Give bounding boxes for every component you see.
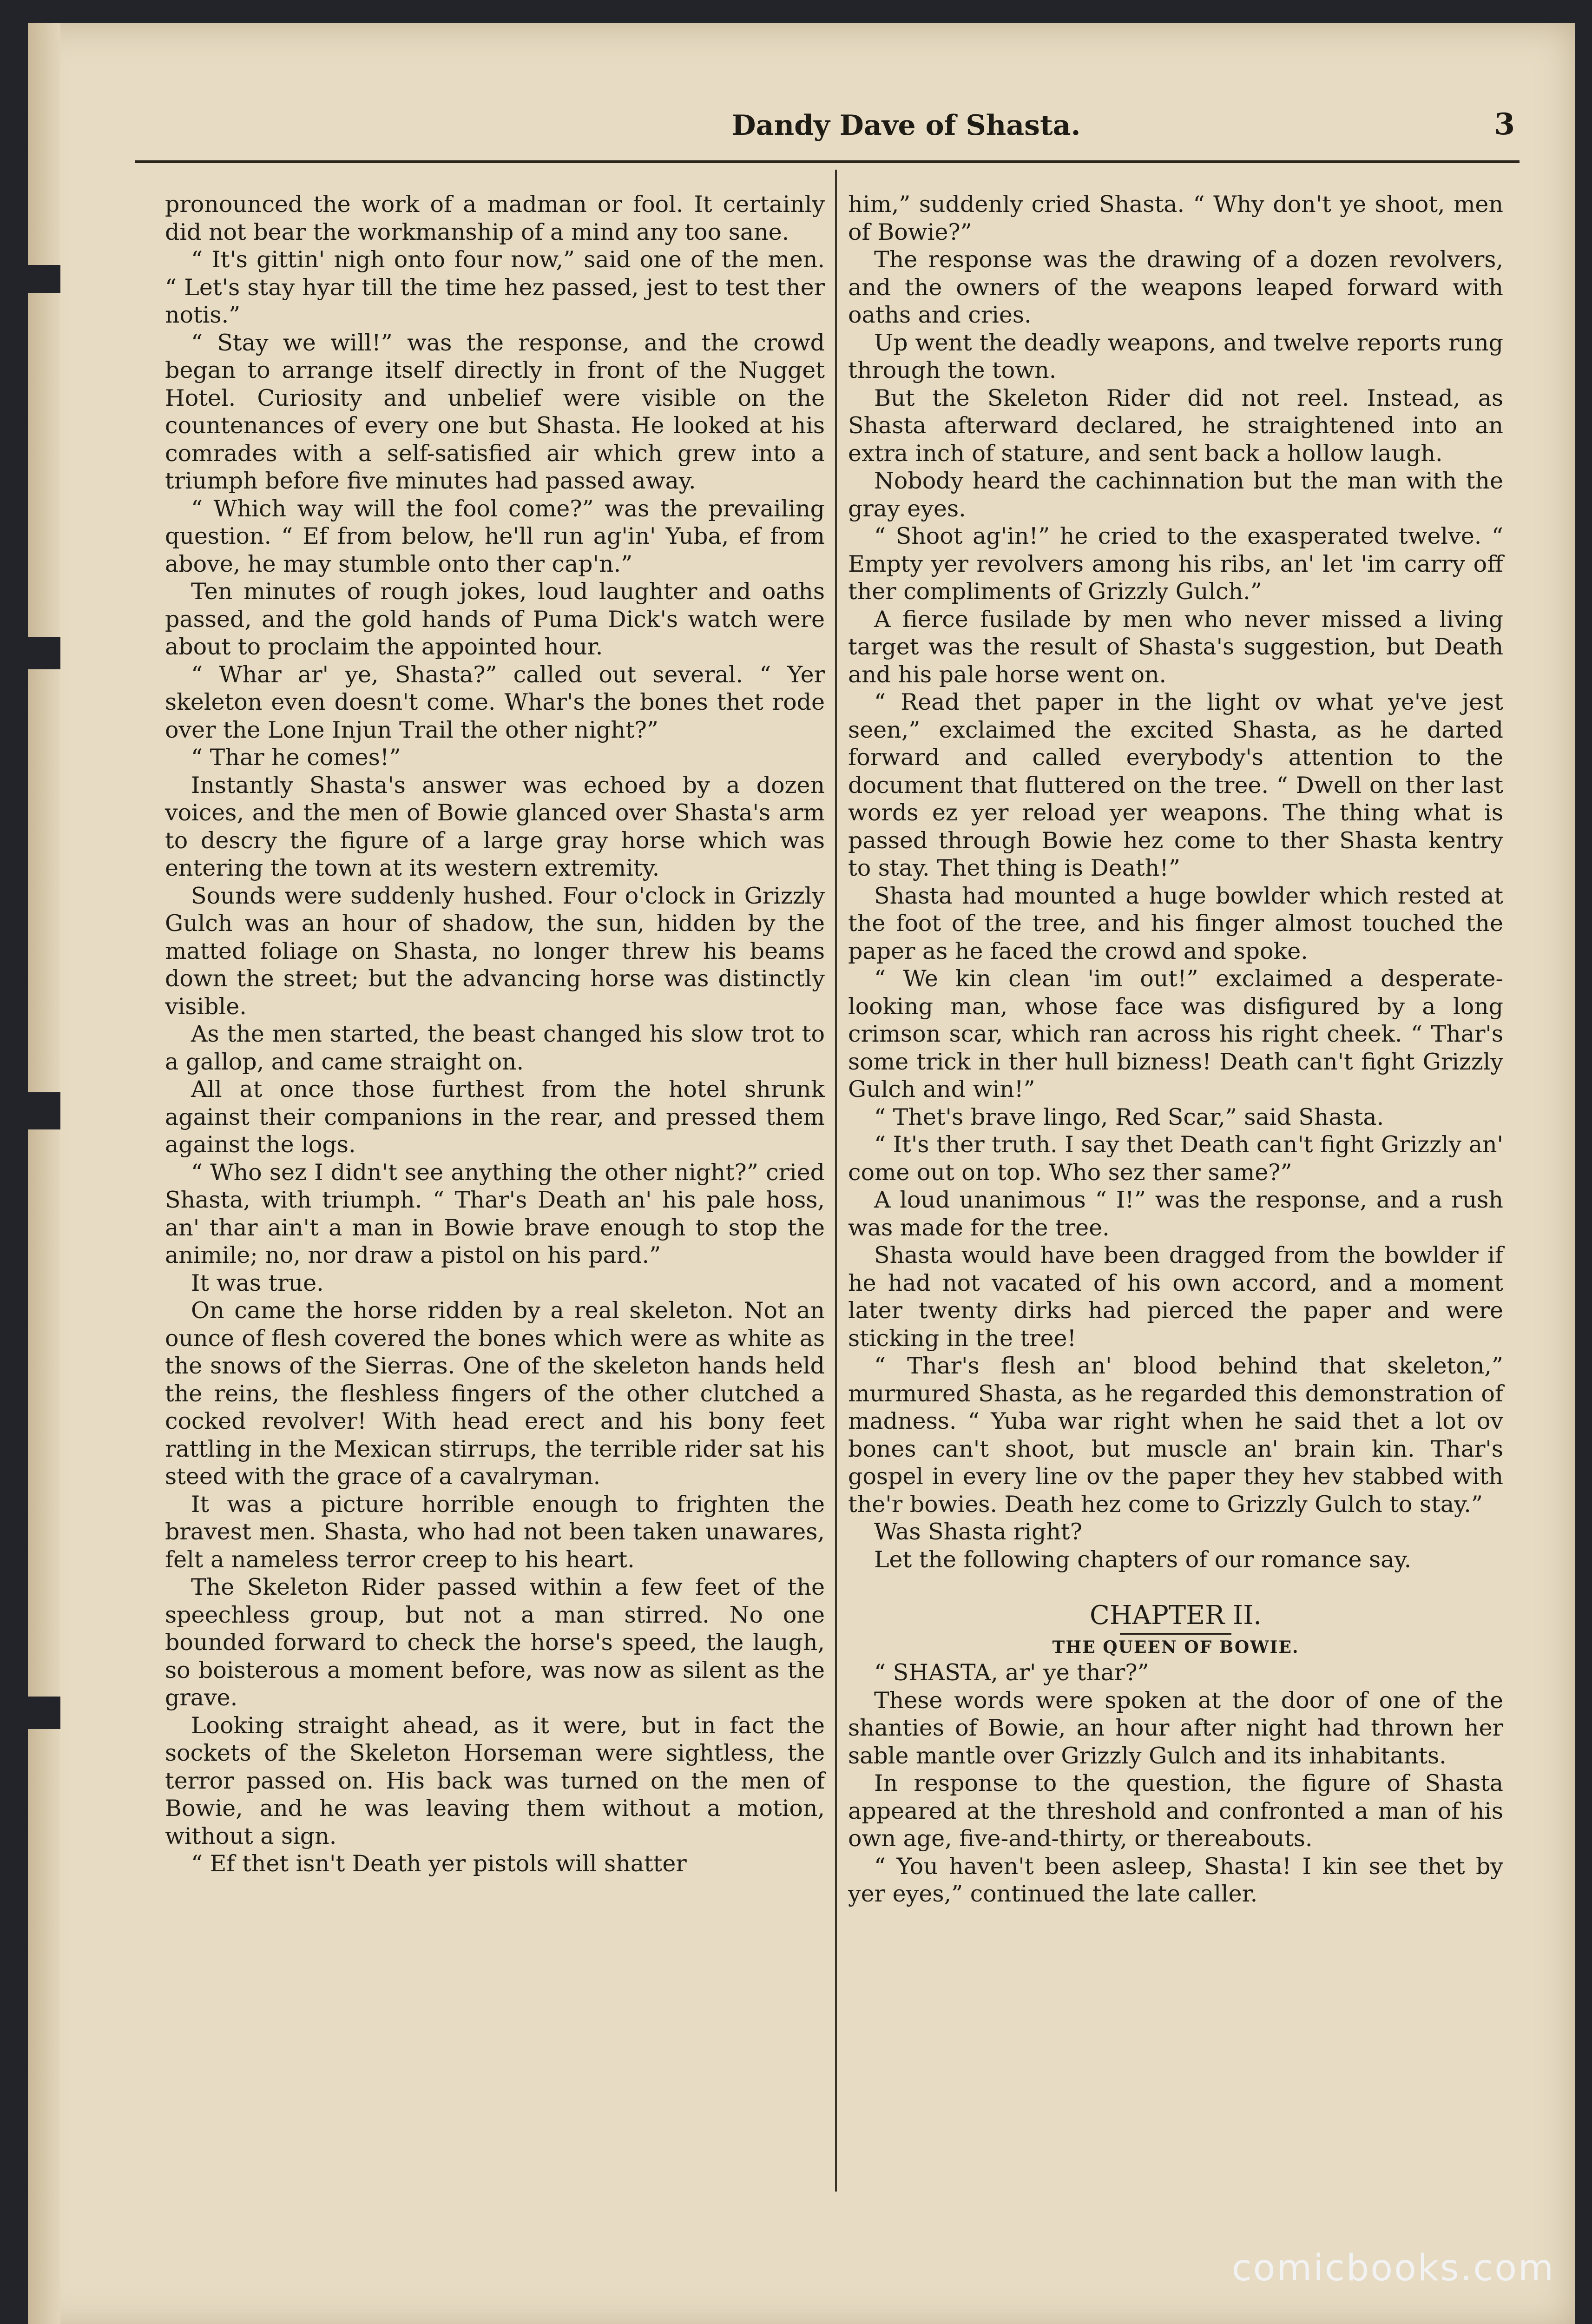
paragraph: It was a picture horrible enough to frighten the bravest men. Shasta, who had not been taken unawares, felt a nameless terror creep to his heart. <box>165 1491 825 1573</box>
paragraph: On came the horse ridden by a real skeleton. Not an ounce of flesh covered the bones which were as white as the snows of the Sierras. One of the skeleton hands held the reins, the fleshless fingers of the other clutched a cocked revolver! With head erect and his bony feet rattling in the Mexican stirrups, the terrible rider sat his steed with the grace of a cavalryman. <box>165 1297 825 1490</box>
paragraph: In response to the question, the figure of Shasta appeared at the threshold and confronted a man of his own age, five-and-thirty, or thereabouts. <box>848 1770 1503 1852</box>
running-title: Dandy Dave of Shasta. <box>731 109 1081 142</box>
paragraph: These words were spoken at the door of one of the shanties of Bowie, an hour after night had thrown her sable mantle over Grizzly Gulch and its inhabitants. <box>848 1687 1503 1769</box>
paragraph: pronounced the work of a madman or fool. It certainly did not bear the workmanship of a mind any too sane. <box>165 191 825 245</box>
page-tear <box>28 1092 60 1129</box>
paragraph: Ten minutes of rough jokes, loud laughter and oaths passed, and the gold hands of Puma Dick's watch were about to proclaim the appointed hour. <box>165 578 825 660</box>
paragraph: “ Thet's brave lingo, Red Scar,” said Shasta. <box>874 1103 1384 1130</box>
paragraph: “ Thar's flesh an' blood behind that skeleton,” murmured Shasta, as he regarded this demonstration of madness. “ Yuba war right when he said thet a lot ov bones can't shoot, but muscle an' brain kin. Thar's gospel in every line ov the paper they hev stabbed with the'r bowies. Death hez come to Grizzly Gulch to stay.” <box>848 1353 1503 1518</box>
paragraph: “ Stay we will!” was the response, and the crowd began to arrange itself directly in front of the Nugget Hotel. Curiosity and unbelief were visible on the countenances of every one but Shasta. He looked at his comrades with a self-satisfied air which grew into a triumph before five minutes had passed away. <box>165 329 825 494</box>
paragraph: But the Skeleton Rider did not reel. Instead, as Shasta afterward declared, he straightened into an extra inch of stature, and sent back a hollow laugh. <box>848 384 1503 467</box>
chapter-text <box>848 1659 1503 1908</box>
running-header <box>135 91 1520 151</box>
paragraph: “ It's ther truth. I say thet Death can't fight Grizzly an' come out on top. Who sez ther same?” <box>848 1131 1503 1186</box>
watermark: comicbooks.com <box>1231 2247 1555 2289</box>
paragraph: A loud unanimous “ I!” was the response, and a rush was made for the tree. <box>848 1187 1503 1241</box>
paragraph: The response was the drawing of a dozen revolvers, and the owners of the weapons leaped forward with oaths and cries. <box>848 246 1503 328</box>
paragraph: “ It's gittin' nigh onto four now,” said one of the men. “ Let's stay hyar till the time hez passed, jest to test ther notis.” <box>165 246 825 328</box>
page-tear <box>28 265 60 293</box>
paragraph: Looking straight ahead, as it were, but in fact the sockets of the Skeleton Horseman were sightless, the terror passed on. His back was turned on the men of Bowie, and he was leaving them without a motion, without a sign. <box>165 1712 825 1849</box>
paragraph: “ We kin clean 'im out!” exclaimed a desperate-looking man, whose face was disfigured by a long crimson scar, which ran across his right cheek. “ Thar's some trick in ther hull bizness! Death can't fight Grizzly Gulch and win!” <box>848 965 1503 1103</box>
paragraph: Up went the deadly weapons, and twelve reports rung through the town. <box>848 329 1503 383</box>
paragraph: “ Which way will the fool come?” was the prevailing question. “ Ef from below, he'll run ag'in' Yuba, ef from above, he may stumble onto ther cap'n.” <box>165 495 825 577</box>
paragraph: “ SHASTA, ar' ye thar?” <box>874 1659 1149 1686</box>
page-binding-edge <box>28 23 60 2324</box>
page-number: 3 <box>1494 107 1515 142</box>
paragraph: Let the following chapters of our romance say. <box>874 1546 1412 1573</box>
paragraph: “ You haven't been asleep, Shasta! I kin see thet by yer eyes,” continued the late caller. <box>848 1853 1503 1907</box>
paragraph: “ Thar he comes!” <box>191 744 401 771</box>
paragraph: The Skeleton Rider passed within a few feet of the speechless group, but not a man stirred. No one bounded forward to check the horse's speed, the laugh, so boisterous a moment before, was now as silent as the grave. <box>165 1574 825 1711</box>
paragraph: As the men started, the beast changed his slow trot to a gallop, and came straight on. <box>165 1021 825 1075</box>
paragraph: All at once those furthest from the hotel shrunk against their companions in the rear, and pressed them against the logs. <box>165 1076 825 1158</box>
paragraph: Nobody heard the cachinnation but the man with the gray eyes. <box>848 468 1503 522</box>
paragraph: “ Read thet paper in the light ov what ye've jest seen,” exclaimed the excited Shasta, as he darted forward and called everybody's attention to the document that fluttered on the tree. “ Dwell on ther last words ez yer reload yer weapons. The thing what is passed through Bowie hez come to ther Shasta kentry to stay. Thet thing is Death!” <box>848 689 1503 881</box>
paragraph: Sounds were suddenly hushed. Four o'clock in Grizzly Gulch was an hour of shadow, the sun, hidden by the matted foliage on Shasta, no longer threw his beams down the street; but the advancing horse was distinctly visible. <box>165 882 825 1020</box>
paragraph: Instantly Shasta's answer was echoed by a dozen voices, and the men of Bowie glanced over Shasta's arm to descry the figure of a large gray horse which was entering the town at its western extremity. <box>165 772 825 881</box>
paragraph: Was Shasta right? <box>874 1519 1082 1545</box>
paragraph: “ Ef thet isn't Death yer pistols will shatter <box>191 1850 687 1877</box>
column-divider <box>835 170 837 2192</box>
left-column <box>165 191 825 1878</box>
paragraph: Shasta had mounted a huge bowlder which rested at the foot of the tree, and his finger almost touched the paper as he faced the crowd and spoke. <box>848 882 1503 964</box>
header-rule <box>135 160 1520 163</box>
paragraph: Shasta would have been dragged from the bowlder if he had not vacated of his own accord, and a moment later twenty dirks had pierced the paper and were sticking in the tree! <box>848 1242 1503 1352</box>
right-column <box>848 191 1503 1908</box>
paragraph: A fierce fusilade by men who never missed a living target was the result of Shasta's suggestion, but Death and his pale horse went on. <box>848 606 1503 688</box>
right-column-text <box>848 191 1503 1573</box>
chapter-heading: CHAPTER II. <box>1089 1600 1262 1631</box>
page-tear <box>28 1697 60 1729</box>
page-tear <box>28 637 60 669</box>
chapter-subtitle: THE QUEEN OF BOWIE. <box>1052 1637 1299 1657</box>
chapter-rule <box>1120 1633 1231 1635</box>
paragraph: “ Whar ar' ye, Shasta?” called out several. “ Yer skeleton even doesn't come. Whar's the bones thet rode over the Lone Injun Trail the other night?” <box>165 661 825 743</box>
paragraph: It was true. <box>191 1269 324 1296</box>
paragraph: “ Shoot ag'in!” he cried to the exasperated twelve. “ Empty yer revolvers among his ribs, an' let 'im carry off ther compliments of Grizzly Gulch.” <box>848 523 1503 605</box>
paragraph: “ Who sez I didn't see anything the other night?” cried Shasta, with triumph. “ Thar's Death an' his pale hoss, an' thar ain't a man in Bowie brave enough to stop the animile; no, nor draw a pistol on his pard.” <box>165 1159 825 1268</box>
paragraph: him,” suddenly cried Shasta. “ Why don't ye shoot, men of Bowie?” <box>848 191 1503 245</box>
